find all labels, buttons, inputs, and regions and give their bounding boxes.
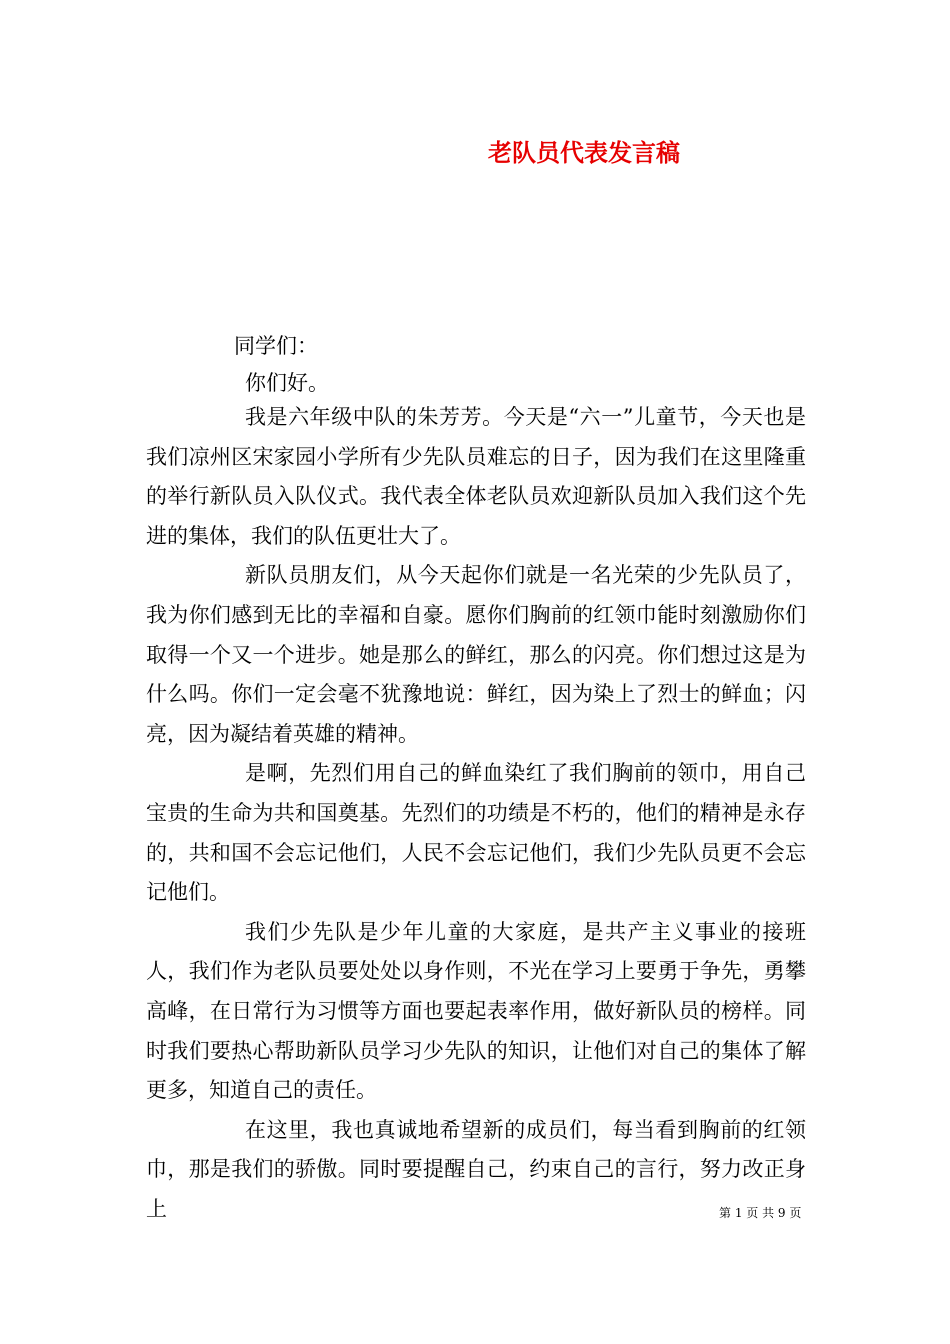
paragraph: 在这里，我也真诚地希望新的成员们，每当看到胸前的红领巾，那是我们的骄傲。同时要提醒自己，约束自己的言行，努力改正身上 xyxy=(146,1117,806,1221)
paragraph: 是啊，先烈们用自己的鲜血染红了我们胸前的领巾，用自己宝贵的生命为共和国奠基。先烈们的功绩是不朽的，他们的精神是永存的，共和国不会忘记他们，人民不会忘记他们，我们少先队员更不会忘记他们。 xyxy=(146,761,806,905)
document-title: 老队员代表发言稿 xyxy=(488,138,680,167)
greeting: 你们好。 xyxy=(245,371,329,395)
document-body xyxy=(146,398,806,1229)
paragraph: 新队员朋友们，从今天起你们就是一名光荣的少先队员了，我为你们感到无比的幸福和自豪。愿你们胸前的红领巾能时刻激励你们取得一个又一个进步。她是那么的鲜红，那么的闪亮。你们想过这是为什么吗。你们一定会毫不犹豫地说：鲜红，因为染上了烈士的鲜血；闪亮，因为凝结着英雄的精神。 xyxy=(146,563,806,746)
page-footer: 第 1 页 共 9 页 xyxy=(719,1206,802,1220)
salutation: 同学们： xyxy=(234,334,318,358)
paragraph: 我是六年级中队的朱芳芳。今天是“六一”儿童节，今天也是我们凉州区宋家园小学所有少先队员难忘的日子，因为我们在这里隆重的举行新队员入队仪式。我代表全体老队员欢迎新队员加入我们这个先进的集体，我们的队伍更壮大了。 xyxy=(146,405,806,548)
paragraph: 我们少先队是少年儿童的大家庭，是共产主义事业的接班人，我们作为老队员要处处以身作则，不光在学习上要勇于争先，勇攀高峰，在日常行为习惯等方面也要起表率作用，做好新队员的榜样。同时我们要热心帮助新队员学习少先队的知识，让他们对自己的集体了解更多，知道自己的责任。 xyxy=(146,919,806,1103)
